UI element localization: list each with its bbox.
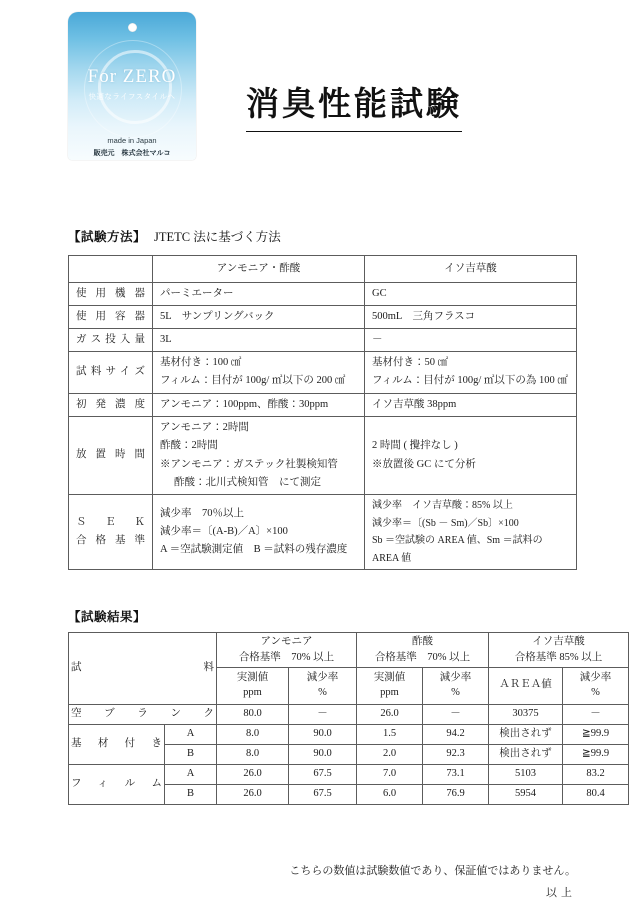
method-sek-isovaleric: [365, 495, 577, 570]
method-initial-concentration-ammonia: アンモニア：100ppm、酢酸：30ppm: [153, 393, 365, 416]
method-standing-time-ammonia-line1: アンモニア：2時間: [160, 421, 249, 433]
results-cell-film-b-isovaleric-reduction: 80.4: [563, 784, 629, 804]
test-results-table: [68, 632, 629, 805]
results-subheader-ammonia-reduction-l1: 減少率: [306, 672, 339, 684]
results-group-ammonia: [217, 633, 357, 668]
method-equipment-ammonia: パーミエーター: [153, 283, 365, 306]
results-subheader-ammonia-measured-l1: 実測値: [236, 672, 269, 684]
results-cell-kizai-b-isovaleric-reduction: ≧99.9: [563, 744, 629, 764]
method-sample-size-isovaleric: [365, 352, 577, 394]
method-label-sek-criteria: [69, 495, 153, 570]
method-label-sample-size: 試料サイズ: [69, 352, 153, 394]
results-subheader-ammonia-measured-l2: ppm: [243, 686, 262, 698]
results-cell-kizai-a-acetic-measured: 1.5: [357, 724, 423, 744]
results-cell-blank-acetic-reduction: －: [423, 704, 489, 724]
results-cell-kizai-a-ammonia-measured: 8.0: [217, 724, 289, 744]
results-subheader-isovaleric-reduction-l1: 減少率: [579, 672, 612, 684]
method-sample-size-ammonia-line1: 基材付き：100 ㎠: [160, 357, 242, 368]
results-cell-film-a-ammonia-measured: 26.0: [217, 764, 289, 784]
results-group-ammonia-name: アンモニア: [260, 636, 313, 647]
table-row: [69, 283, 577, 306]
results-subrow-film-b: B: [165, 784, 217, 804]
table-row: [69, 393, 577, 416]
results-group-isovaleric-name: イソ吉草酸: [532, 636, 585, 647]
method-sek-ammonia: [153, 495, 365, 570]
results-subheader-ammonia-reduction-l2: %: [318, 686, 327, 698]
method-section-label: 【試験方法】: [68, 230, 147, 244]
method-standing-time-ammonia: [153, 416, 365, 495]
results-header-sample: 試 料: [69, 633, 217, 705]
table-row: [69, 306, 577, 329]
table-row: [69, 704, 629, 724]
results-subheader-acetic-measured-l1: 実測値: [373, 672, 406, 684]
results-cell-kizai-a-acetic-reduction: 94.2: [423, 724, 489, 744]
results-group-ammonia-criterion: 合格基準 70% 以上: [238, 651, 335, 663]
method-sek-isovaleric-line2: 減少率＝〔(Sb － Sm)／Sb〕×100: [372, 517, 519, 529]
table-row: [69, 495, 577, 570]
method-sek-ammonia-line2: 減少率＝〔(A-B)／A〕×100: [160, 526, 288, 538]
results-cell-kizai-a-isovaleric-reduction: ≧99.9: [563, 724, 629, 744]
made-in-label: made in Japan: [107, 136, 157, 145]
results-cell-blank-acetic-measured: 26.0: [357, 704, 423, 724]
results-cell-film-b-isovaleric-area: 5954: [489, 784, 563, 804]
results-cell-blank-ammonia-measured: 80.0: [217, 704, 289, 724]
method-col-blank: [69, 256, 153, 283]
results-subheader-ammonia-reduction: [289, 667, 357, 704]
brand-name: For ZERO: [87, 66, 177, 87]
method-gas-volume-ammonia: 3L: [153, 329, 365, 352]
method-standing-time-isovaleric-line1: 2 時間 ( 攪拌なし ): [372, 440, 458, 452]
method-gas-volume-isovaleric: －: [365, 329, 577, 352]
brand-hangtag-image: [68, 12, 196, 160]
results-subheader-acetic-reduction: [423, 667, 489, 704]
results-cell-kizai-b-acetic-measured: 2.0: [357, 744, 423, 764]
results-cell-film-b-ammonia-reduction: 67.5: [289, 784, 357, 804]
method-col-isovaleric: イソ吉草酸: [365, 256, 577, 283]
results-subheader-acetic-measured-l2: ppm: [380, 686, 399, 698]
method-sek-isovaleric-line3: Sb ＝空試験の AREA 値、Sm ＝試料の AREA 値: [372, 535, 543, 564]
hangtag-hole: [128, 23, 137, 32]
method-sek-ammonia-line1: 減少率 70％以上: [160, 507, 244, 519]
table-row: [69, 633, 629, 668]
table-row: [69, 724, 629, 744]
results-subheader-isovaleric-area: [489, 667, 563, 704]
method-sample-size-ammonia: [153, 352, 365, 394]
results-cell-kizai-b-ammonia-reduction: 90.0: [289, 744, 357, 764]
table-row: [69, 416, 577, 495]
method-sek-isovaleric-line1: 減少率 イソ吉草酸：85% 以上: [372, 500, 513, 512]
results-group-isovaleric-criterion: 合格基準 85% 以上: [514, 651, 603, 663]
results-subheader-acetic-reduction-l2: %: [451, 686, 460, 698]
table-row: [69, 256, 577, 283]
method-standing-time-isovaleric: [365, 416, 577, 495]
results-row-label-kizai: 基材付き: [69, 724, 165, 764]
results-section-heading: 【試験結果】: [68, 610, 147, 624]
results-group-isovaleric: [489, 633, 629, 668]
method-initial-concentration-isovaleric: イソ吉草酸 38ppm: [365, 393, 577, 416]
method-standing-time-ammonia-line4: 酢酸：北川式検知管 にて測定: [174, 476, 321, 488]
method-label-initial-concentration: 初発濃度: [69, 393, 153, 416]
results-group-acetic-name: 酢酸: [412, 636, 433, 647]
method-standing-time-isovaleric-line2: ※放置後 GC にて分析: [372, 458, 476, 470]
disclaimer-note: こちらの数値は試験数値であり、保証値ではありません。: [289, 865, 576, 877]
results-subheader-isovaleric-reduction: [563, 667, 629, 704]
page-title: 消臭性能試験: [246, 78, 462, 132]
results-subheader-isovaleric-area-l1: ＡＲＥＡ値: [499, 679, 552, 691]
results-subheader-acetic-measured: [357, 667, 423, 704]
method-label-equipment: 使用機器: [69, 283, 153, 306]
results-cell-kizai-a-ammonia-reduction: 90.0: [289, 724, 357, 744]
table-row: [69, 329, 577, 352]
table-row: [69, 764, 629, 784]
test-method-table: [68, 255, 577, 570]
method-col-ammonia: アンモニア・酢酸: [153, 256, 365, 283]
results-subrow-film-a: A: [165, 764, 217, 784]
closing-mark: 以上: [546, 887, 576, 899]
method-label-gas-volume: ガス投入量: [69, 329, 153, 352]
results-group-acetic-criterion: 合格基準 70% 以上: [374, 651, 471, 663]
results-cell-blank-isovaleric-area: 30375: [489, 704, 563, 724]
method-sek-ammonia-line3: A ＝空試験測定値 B ＝試料の残存濃度: [160, 544, 348, 556]
method-sample-size-ammonia-line2: フィルム：目付が 100g/ ㎡以下の 200 ㎠: [160, 375, 346, 387]
results-cell-blank-isovaleric-reduction: －: [563, 704, 629, 724]
method-container-isovaleric: 500mL 三角フラスコ: [365, 306, 577, 329]
results-cell-film-a-isovaleric-area: 5103: [489, 764, 563, 784]
method-label-container: 使用容器: [69, 306, 153, 329]
method-label-sek-line2: 合 格 基 準: [76, 535, 145, 547]
results-cell-kizai-a-isovaleric-area: 検出されず: [489, 724, 563, 744]
results-cell-film-a-ammonia-reduction: 67.5: [289, 764, 357, 784]
results-cell-kizai-b-ammonia-measured: 8.0: [217, 744, 289, 764]
results-cell-film-b-acetic-reduction: 76.9: [423, 784, 489, 804]
table-row: [69, 352, 577, 394]
results-row-label-blank: 空ブランク: [69, 704, 217, 724]
method-container-ammonia: 5L サンプリングバック: [153, 306, 365, 329]
method-label-standing-time: 放置時間: [69, 416, 153, 495]
results-subheader-ammonia-measured: [217, 667, 289, 704]
results-subrow-kizai-b: B: [165, 744, 217, 764]
method-section-value: JTETC 法に基づく方法: [154, 230, 281, 244]
seller-label: 販売元 株式会社マルコ: [93, 150, 171, 157]
brand-tagline: 快適なライフスタイルへ: [88, 92, 176, 101]
results-cell-film-a-acetic-reduction: 73.1: [423, 764, 489, 784]
results-cell-film-a-isovaleric-reduction: 83.2: [563, 764, 629, 784]
results-cell-kizai-b-isovaleric-area: 検出されず: [489, 744, 563, 764]
method-equipment-isovaleric: GC: [365, 283, 577, 306]
method-sample-size-isovaleric-line2: フィルム：目付が 100g/ ㎡以下の為 100 ㎠: [372, 375, 568, 387]
results-cell-film-a-acetic-measured: 7.0: [357, 764, 423, 784]
method-sample-size-isovaleric-line1: 基材付き：50 ㎠: [372, 357, 449, 368]
results-subrow-kizai-a: A: [165, 724, 217, 744]
method-label-sek-line1: Ｓ Ｅ Ｋ: [76, 517, 145, 529]
results-row-label-film: フィルム: [69, 764, 165, 804]
method-standing-time-ammonia-line3: ※アンモニア：ガステック社製検知管: [160, 458, 338, 470]
results-cell-film-b-acetic-measured: 6.0: [357, 784, 423, 804]
results-group-acetic: [357, 633, 489, 668]
method-section-heading: [68, 227, 281, 245]
method-standing-time-ammonia-line2: 酢酸：2時間: [160, 440, 218, 452]
results-cell-blank-ammonia-reduction: －: [289, 704, 357, 724]
results-cell-film-b-ammonia-measured: 26.0: [217, 784, 289, 804]
results-subheader-isovaleric-reduction-l2: %: [591, 686, 600, 698]
results-subheader-acetic-reduction-l1: 減少率: [439, 672, 472, 684]
document-header: [0, 0, 640, 190]
results-cell-kizai-b-acetic-reduction: 92.3: [423, 744, 489, 764]
